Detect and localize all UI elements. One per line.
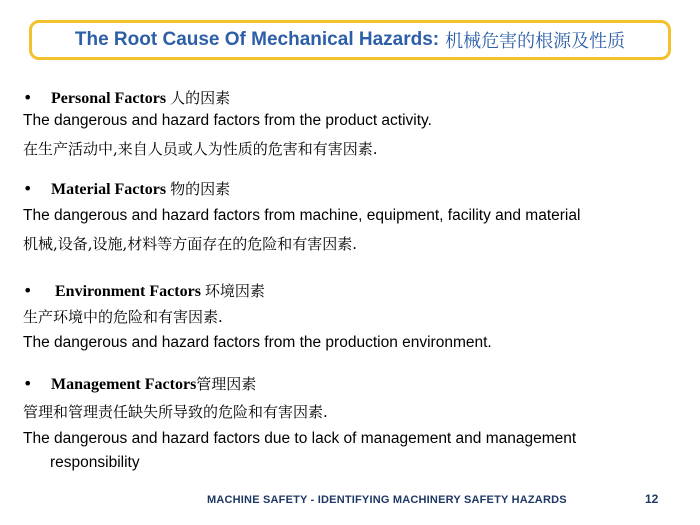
section-material-line-2: 机械,设备,设施,材料等方面存在的危险和有害因素. — [23, 235, 358, 253]
slide-title-chinese: 机械危害的根源及性质 — [445, 31, 626, 52]
section-personal-heading — [23, 87, 230, 108]
section-personal-line-1: The dangerous and hazard factors from the product activity. — [23, 112, 432, 129]
bullet-icon: • — [23, 281, 33, 300]
slide-footer: MACHINE SAFETY - IDENTIFYING MACHINERY SAFETY HAZARDS — [207, 494, 567, 506]
section-personal-line-2: 在生产活动中,来自人员或人为性质的危害和有害因素. — [23, 140, 378, 158]
section-management-line-3: responsibility — [50, 454, 140, 471]
section-heading-chinese: 人的因素 — [170, 89, 231, 107]
section-management-line-1: 管理和管理责任缺失所导致的危险和有害因素. — [23, 403, 328, 421]
section-material-heading — [23, 178, 230, 199]
section-management-heading — [23, 373, 256, 394]
page-number: 12 — [645, 492, 659, 506]
bullet-icon: • — [23, 374, 33, 393]
bullet-icon: • — [23, 88, 33, 107]
section-heading-english: Personal Factors — [51, 90, 167, 107]
slide-title-box — [29, 20, 671, 60]
slide-title-english: The Root Cause Of Mechanical Hazards: — [74, 29, 440, 50]
section-management-line-2: The dangerous and hazard factors due to lack of management and management — [23, 430, 577, 447]
bullet-icon: • — [23, 179, 33, 198]
section-material-line-1: The dangerous and hazard factors from machine, equipment, facility and material — [23, 207, 581, 224]
section-heading-english: Material Factors — [51, 181, 167, 198]
section-heading-chinese: 环境因素 — [204, 282, 265, 300]
section-heading-chinese: 物的因素 — [170, 180, 231, 198]
section-environment-line-2: The dangerous and hazard factors from the production environment. — [23, 334, 492, 351]
section-environment-line-1: 生产环境中的危险和有害因素. — [23, 308, 223, 326]
section-heading-chinese: 管理因素 — [196, 375, 257, 393]
section-environment-heading — [23, 280, 265, 301]
section-heading-english: Management Factors — [51, 376, 197, 393]
section-heading-english: Environment Factors — [55, 283, 201, 300]
